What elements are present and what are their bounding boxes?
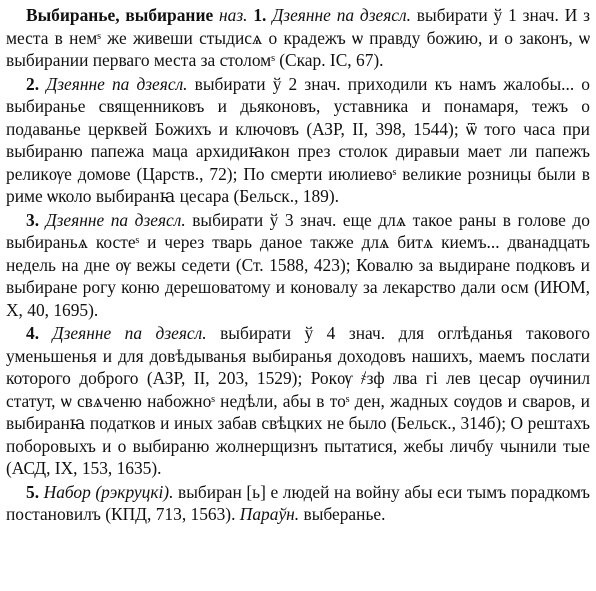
sense-number: 2.: [26, 73, 40, 94]
sense-text: выбирати ў 1 знач. И з места в немˢ же живеши стыдисѧ о крадежъ ѡ правду божию, и о законъ, ѡ выбирании перваго места за столомˢ (Скар. ІС, 67).: [6, 5, 590, 70]
sense-definition: Дзеянне па дзеясл.: [52, 323, 207, 343]
sense-4: [6, 322, 590, 480]
sense-text: выбиран [ь] е людей на войну абы еси тымъ порадкомъ постановилъ (КПД, 713, 1563).: [6, 481, 590, 524]
sense-definition: Дзеянне па дзеясл.: [46, 73, 188, 94]
sense-number: 3.: [26, 209, 40, 230]
sense-number: 5.: [26, 481, 40, 502]
sense-5: [6, 481, 590, 526]
sense-definition: Набор (рэкруцкі).: [43, 481, 174, 502]
sense-text: выбирати ў 4 знач. для оглѣданья такового уменьшенья и для довѣдыванья выбиранья доходовъ нашихъ, маемъ послати которого доброго (АЗР, II, 203, 1529); Рокѹ ҂зф лва гі лев цесар ѹчинил статут, ѡ свѧченю набожноˢ недѣли, абы в тоˢ ден, жадных сѹдов и сваров, и выбиранꙗ податков и иных забав свѣцких не было (Бельск., 314б); О рештахъ поборовыхъ и о выбираню жолнерщизнъ пытатися, жебы личбу чынили тые (АСД, IX, 153, 1635).: [6, 323, 590, 478]
sense-text: выбирати ў 2 знач. приходили къ намъ жалобы... о выбиранье священниковъ и дьяконовъ, уставника и понамаря, тежъ о подаванье церквей Божихъ и ключовъ (АЗР, II, 398, 1544); ѿ того часа при выбираню папежа маца архидиꙗкон през столок диравыи мает ли папежъ реликѹе домове (Царств., 72); По смерти июлиевоˢ великие розницы были в риме ѡколо выбиранꙗ цесара (Бельск., 189).: [6, 73, 590, 206]
sense-number: 1.: [253, 5, 267, 25]
part-of-speech: наз.: [219, 5, 248, 25]
sense-1: [6, 4, 590, 72]
sense-definition: Дзеянне па дзеясл.: [45, 209, 186, 230]
headword: Выбиранье, выбирание: [26, 5, 214, 25]
sense-2: [6, 73, 590, 208]
cross-reference-target: выбеpанье.: [303, 504, 386, 524]
sense-3: [6, 209, 590, 322]
sense-number: 4.: [26, 323, 40, 343]
cross-reference-label: Параўн.: [239, 504, 300, 524]
sense-definition: Дзеянне па дзеясл.: [272, 5, 411, 25]
sense-text: выбирати ў 3 знач. еще длѧ такое раны в голове до выбираньѧ костеˢ и через тварь даное также длѧ битѧ киемъ... дванадцать недель на дне ѹ вежы седети (Ст. 1588, 423); Ковалю за выдиране подковъ и выбиране рогу коню дерешоватому и коновалу за лекарство дали осм (ИЮМ, X, 40, 1695).: [6, 209, 590, 320]
